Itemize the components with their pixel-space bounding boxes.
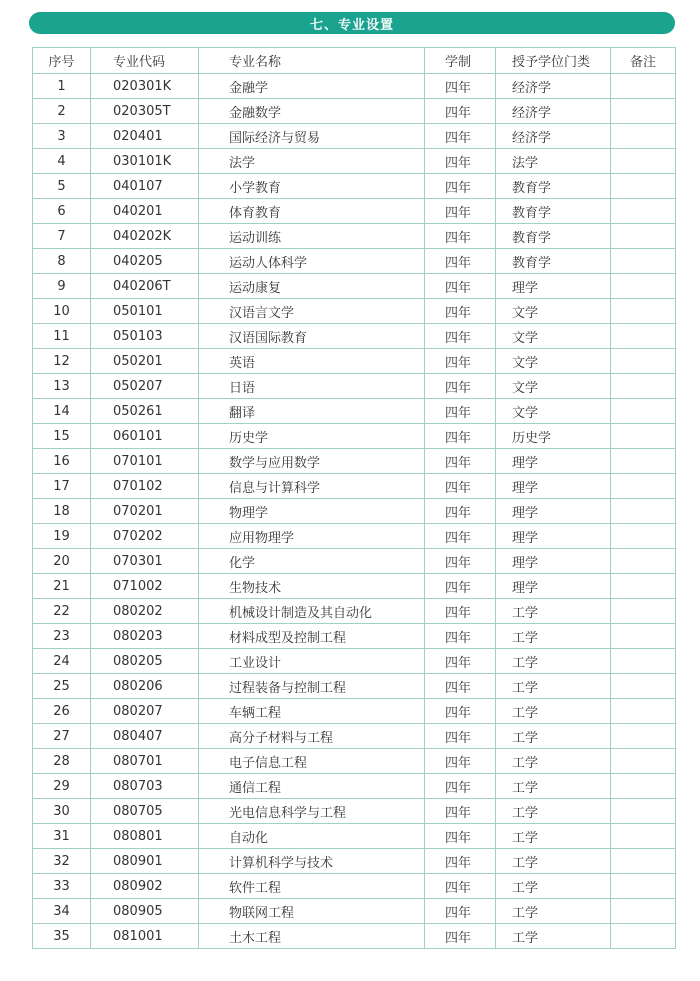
cell-remarks xyxy=(611,299,676,324)
cell-duration: 四年 xyxy=(425,274,496,299)
cell-name: 日语 xyxy=(199,374,425,399)
cell-code: 050261 xyxy=(91,399,199,424)
cell-degree: 经济学 xyxy=(496,99,611,124)
cell-remarks xyxy=(611,324,676,349)
cell-degree: 文学 xyxy=(496,299,611,324)
cell-seq: 8 xyxy=(33,249,91,274)
table-row xyxy=(33,74,676,99)
cell-code: 071002 xyxy=(91,574,199,599)
table-row xyxy=(33,874,676,899)
cell-code: 080206 xyxy=(91,674,199,699)
cell-degree: 工学 xyxy=(496,799,611,824)
cell-degree: 工学 xyxy=(496,649,611,674)
cell-remarks xyxy=(611,199,676,224)
cell-name: 运动训练 xyxy=(199,224,425,249)
cell-seq: 16 xyxy=(33,449,91,474)
cell-name: 金融数学 xyxy=(199,99,425,124)
cell-name: 法学 xyxy=(199,149,425,174)
cell-code: 070301 xyxy=(91,549,199,574)
cell-name: 体育教育 xyxy=(199,199,425,224)
cell-degree: 理学 xyxy=(496,274,611,299)
cell-duration: 四年 xyxy=(425,349,496,374)
table-row xyxy=(33,449,676,474)
cell-code: 040201 xyxy=(91,199,199,224)
table-row xyxy=(33,424,676,449)
cell-code: 080705 xyxy=(91,799,199,824)
cell-seq: 31 xyxy=(33,824,91,849)
cell-seq: 29 xyxy=(33,774,91,799)
cell-degree: 工学 xyxy=(496,899,611,924)
cell-remarks xyxy=(611,824,676,849)
cell-remarks xyxy=(611,749,676,774)
table-row xyxy=(33,274,676,299)
cell-code: 080902 xyxy=(91,874,199,899)
cell-remarks xyxy=(611,499,676,524)
cell-seq: 12 xyxy=(33,349,91,374)
cell-duration: 四年 xyxy=(425,849,496,874)
header-name: 专业名称 xyxy=(199,48,425,74)
cell-code: 080207 xyxy=(91,699,199,724)
cell-name: 光电信息科学与工程 xyxy=(199,799,425,824)
cell-duration: 四年 xyxy=(425,299,496,324)
table-row xyxy=(33,649,676,674)
cell-degree: 工学 xyxy=(496,674,611,699)
cell-remarks xyxy=(611,74,676,99)
cell-code: 020301K xyxy=(91,74,199,99)
cell-degree: 工学 xyxy=(496,624,611,649)
cell-degree: 理学 xyxy=(496,574,611,599)
cell-name: 历史学 xyxy=(199,424,425,449)
cell-duration: 四年 xyxy=(425,199,496,224)
cell-remarks xyxy=(611,99,676,124)
cell-code: 060101 xyxy=(91,424,199,449)
cell-duration: 四年 xyxy=(425,124,496,149)
cell-degree: 工学 xyxy=(496,699,611,724)
cell-seq: 2 xyxy=(33,99,91,124)
cell-remarks xyxy=(611,449,676,474)
cell-remarks xyxy=(611,374,676,399)
cell-name: 通信工程 xyxy=(199,774,425,799)
table-row xyxy=(33,399,676,424)
cell-degree: 经济学 xyxy=(496,124,611,149)
cell-code: 080801 xyxy=(91,824,199,849)
table-row xyxy=(33,724,676,749)
cell-duration: 四年 xyxy=(425,524,496,549)
cell-code: 070201 xyxy=(91,499,199,524)
cell-code: 050103 xyxy=(91,324,199,349)
cell-code: 070101 xyxy=(91,449,199,474)
cell-degree: 法学 xyxy=(496,149,611,174)
cell-name: 机械设计制造及其自动化 xyxy=(199,599,425,624)
cell-code: 080202 xyxy=(91,599,199,624)
cell-degree: 理学 xyxy=(496,449,611,474)
cell-duration: 四年 xyxy=(425,174,496,199)
cell-code: 080703 xyxy=(91,774,199,799)
cell-seq: 27 xyxy=(33,724,91,749)
cell-remarks xyxy=(611,399,676,424)
cell-remarks xyxy=(611,274,676,299)
table-row xyxy=(33,749,676,774)
cell-seq: 24 xyxy=(33,649,91,674)
cell-seq: 22 xyxy=(33,599,91,624)
header-duration: 学制 xyxy=(425,48,496,74)
table-row xyxy=(33,624,676,649)
table-row xyxy=(33,199,676,224)
cell-duration: 四年 xyxy=(425,774,496,799)
header-code: 专业代码 xyxy=(91,48,199,74)
cell-duration: 四年 xyxy=(425,474,496,499)
cell-name: 化学 xyxy=(199,549,425,574)
cell-seq: 13 xyxy=(33,374,91,399)
table-row xyxy=(33,324,676,349)
cell-name: 计算机科学与技术 xyxy=(199,849,425,874)
cell-seq: 3 xyxy=(33,124,91,149)
cell-duration: 四年 xyxy=(425,499,496,524)
cell-seq: 26 xyxy=(33,699,91,724)
cell-remarks xyxy=(611,924,676,949)
cell-seq: 35 xyxy=(33,924,91,949)
cell-code: 070102 xyxy=(91,474,199,499)
cell-seq: 6 xyxy=(33,199,91,224)
cell-remarks xyxy=(611,599,676,624)
cell-degree: 理学 xyxy=(496,499,611,524)
cell-code: 080205 xyxy=(91,649,199,674)
cell-remarks xyxy=(611,574,676,599)
cell-duration: 四年 xyxy=(425,724,496,749)
table-row xyxy=(33,849,676,874)
cell-code: 070202 xyxy=(91,524,199,549)
cell-seq: 20 xyxy=(33,549,91,574)
header-degree: 授予学位门类 xyxy=(496,48,611,74)
cell-remarks xyxy=(611,424,676,449)
cell-duration: 四年 xyxy=(425,899,496,924)
cell-duration: 四年 xyxy=(425,699,496,724)
cell-degree: 文学 xyxy=(496,324,611,349)
cell-remarks xyxy=(611,349,676,374)
table-row xyxy=(33,499,676,524)
cell-code: 040202K xyxy=(91,224,199,249)
cell-seq: 15 xyxy=(33,424,91,449)
cell-degree: 理学 xyxy=(496,549,611,574)
cell-duration: 四年 xyxy=(425,824,496,849)
cell-name: 物理学 xyxy=(199,499,425,524)
cell-remarks xyxy=(611,799,676,824)
cell-seq: 33 xyxy=(33,874,91,899)
cell-duration: 四年 xyxy=(425,324,496,349)
table-row xyxy=(33,899,676,924)
cell-seq: 23 xyxy=(33,624,91,649)
cell-duration: 四年 xyxy=(425,549,496,574)
cell-name: 运动人体科学 xyxy=(199,249,425,274)
table-header-row xyxy=(33,48,676,74)
cell-duration: 四年 xyxy=(425,224,496,249)
cell-code: 020401 xyxy=(91,124,199,149)
cell-duration: 四年 xyxy=(425,799,496,824)
cell-remarks xyxy=(611,149,676,174)
cell-code: 080407 xyxy=(91,724,199,749)
cell-code: 040107 xyxy=(91,174,199,199)
majors-table xyxy=(32,47,676,949)
table-row xyxy=(33,224,676,249)
section-title: 七、专业设置 xyxy=(29,12,675,34)
cell-duration: 四年 xyxy=(425,674,496,699)
cell-name: 自动化 xyxy=(199,824,425,849)
cell-seq: 21 xyxy=(33,574,91,599)
cell-code: 080701 xyxy=(91,749,199,774)
table-row xyxy=(33,524,676,549)
table-row xyxy=(33,549,676,574)
cell-seq: 14 xyxy=(33,399,91,424)
cell-degree: 工学 xyxy=(496,774,611,799)
cell-seq: 19 xyxy=(33,524,91,549)
cell-name: 高分子材料与工程 xyxy=(199,724,425,749)
cell-name: 汉语国际教育 xyxy=(199,324,425,349)
cell-name: 材料成型及控制工程 xyxy=(199,624,425,649)
cell-duration: 四年 xyxy=(425,449,496,474)
cell-name: 土木工程 xyxy=(199,924,425,949)
cell-remarks xyxy=(611,849,676,874)
cell-remarks xyxy=(611,774,676,799)
cell-remarks xyxy=(611,899,676,924)
table-row xyxy=(33,374,676,399)
cell-code: 040205 xyxy=(91,249,199,274)
cell-name: 过程装备与控制工程 xyxy=(199,674,425,699)
cell-name: 应用物理学 xyxy=(199,524,425,549)
cell-seq: 32 xyxy=(33,849,91,874)
cell-remarks xyxy=(611,249,676,274)
cell-duration: 四年 xyxy=(425,99,496,124)
table-row xyxy=(33,249,676,274)
cell-name: 汉语言文学 xyxy=(199,299,425,324)
table-row xyxy=(33,674,676,699)
table-row xyxy=(33,924,676,949)
cell-seq: 10 xyxy=(33,299,91,324)
cell-duration: 四年 xyxy=(425,649,496,674)
cell-duration: 四年 xyxy=(425,574,496,599)
table-row xyxy=(33,349,676,374)
cell-name: 翻译 xyxy=(199,399,425,424)
cell-seq: 11 xyxy=(33,324,91,349)
cell-name: 生物技术 xyxy=(199,574,425,599)
cell-duration: 四年 xyxy=(425,249,496,274)
cell-degree: 工学 xyxy=(496,724,611,749)
cell-degree: 工学 xyxy=(496,874,611,899)
table-row xyxy=(33,299,676,324)
cell-name: 工业设计 xyxy=(199,649,425,674)
cell-name: 车辆工程 xyxy=(199,699,425,724)
cell-name: 金融学 xyxy=(199,74,425,99)
cell-degree: 历史学 xyxy=(496,424,611,449)
cell-degree: 教育学 xyxy=(496,224,611,249)
table-row xyxy=(33,174,676,199)
cell-remarks xyxy=(611,674,676,699)
cell-remarks xyxy=(611,174,676,199)
cell-duration: 四年 xyxy=(425,424,496,449)
table-row xyxy=(33,99,676,124)
cell-duration: 四年 xyxy=(425,399,496,424)
cell-seq: 30 xyxy=(33,799,91,824)
cell-remarks xyxy=(611,724,676,749)
table-row xyxy=(33,799,676,824)
cell-seq: 18 xyxy=(33,499,91,524)
cell-name: 物联网工程 xyxy=(199,899,425,924)
cell-name: 软件工程 xyxy=(199,874,425,899)
table-row xyxy=(33,599,676,624)
cell-degree: 文学 xyxy=(496,349,611,374)
cell-name: 英语 xyxy=(199,349,425,374)
cell-degree: 教育学 xyxy=(496,249,611,274)
cell-name: 电子信息工程 xyxy=(199,749,425,774)
cell-seq: 34 xyxy=(33,899,91,924)
table-row xyxy=(33,574,676,599)
cell-duration: 四年 xyxy=(425,924,496,949)
table-body xyxy=(33,74,676,949)
cell-remarks xyxy=(611,224,676,249)
cell-name: 运动康复 xyxy=(199,274,425,299)
cell-remarks xyxy=(611,699,676,724)
cell-name: 信息与计算科学 xyxy=(199,474,425,499)
cell-degree: 文学 xyxy=(496,374,611,399)
table-row xyxy=(33,474,676,499)
cell-degree: 教育学 xyxy=(496,199,611,224)
cell-remarks xyxy=(611,124,676,149)
cell-name: 数学与应用数学 xyxy=(199,449,425,474)
cell-remarks xyxy=(611,649,676,674)
cell-degree: 教育学 xyxy=(496,174,611,199)
table-row xyxy=(33,124,676,149)
header-remarks: 备注 xyxy=(611,48,676,74)
cell-seq: 1 xyxy=(33,74,91,99)
cell-degree: 理学 xyxy=(496,474,611,499)
cell-name: 国际经济与贸易 xyxy=(199,124,425,149)
table-row xyxy=(33,149,676,174)
cell-remarks xyxy=(611,549,676,574)
cell-duration: 四年 xyxy=(425,874,496,899)
cell-seq: 9 xyxy=(33,274,91,299)
cell-code: 050207 xyxy=(91,374,199,399)
table-row xyxy=(33,824,676,849)
cell-degree: 工学 xyxy=(496,824,611,849)
cell-seq: 25 xyxy=(33,674,91,699)
header-seq: 序号 xyxy=(33,48,91,74)
table-row xyxy=(33,699,676,724)
cell-degree: 经济学 xyxy=(496,74,611,99)
cell-duration: 四年 xyxy=(425,599,496,624)
cell-code: 040206T xyxy=(91,274,199,299)
cell-degree: 文学 xyxy=(496,399,611,424)
cell-code: 080905 xyxy=(91,899,199,924)
cell-degree: 工学 xyxy=(496,749,611,774)
cell-duration: 四年 xyxy=(425,149,496,174)
cell-remarks xyxy=(611,624,676,649)
cell-seq: 5 xyxy=(33,174,91,199)
cell-remarks xyxy=(611,524,676,549)
cell-duration: 四年 xyxy=(425,374,496,399)
cell-degree: 理学 xyxy=(496,524,611,549)
cell-seq: 7 xyxy=(33,224,91,249)
cell-code: 080203 xyxy=(91,624,199,649)
cell-remarks xyxy=(611,874,676,899)
cell-duration: 四年 xyxy=(425,74,496,99)
cell-code: 020305T xyxy=(91,99,199,124)
cell-duration: 四年 xyxy=(425,624,496,649)
cell-code: 080901 xyxy=(91,849,199,874)
table-row xyxy=(33,774,676,799)
cell-duration: 四年 xyxy=(425,749,496,774)
cell-code: 081001 xyxy=(91,924,199,949)
cell-remarks xyxy=(611,474,676,499)
cell-name: 小学教育 xyxy=(199,174,425,199)
cell-degree: 工学 xyxy=(496,924,611,949)
cell-code: 050201 xyxy=(91,349,199,374)
cell-seq: 17 xyxy=(33,474,91,499)
cell-degree: 工学 xyxy=(496,599,611,624)
cell-code: 050101 xyxy=(91,299,199,324)
cell-seq: 4 xyxy=(33,149,91,174)
cell-seq: 28 xyxy=(33,749,91,774)
cell-code: 030101K xyxy=(91,149,199,174)
cell-degree: 工学 xyxy=(496,849,611,874)
